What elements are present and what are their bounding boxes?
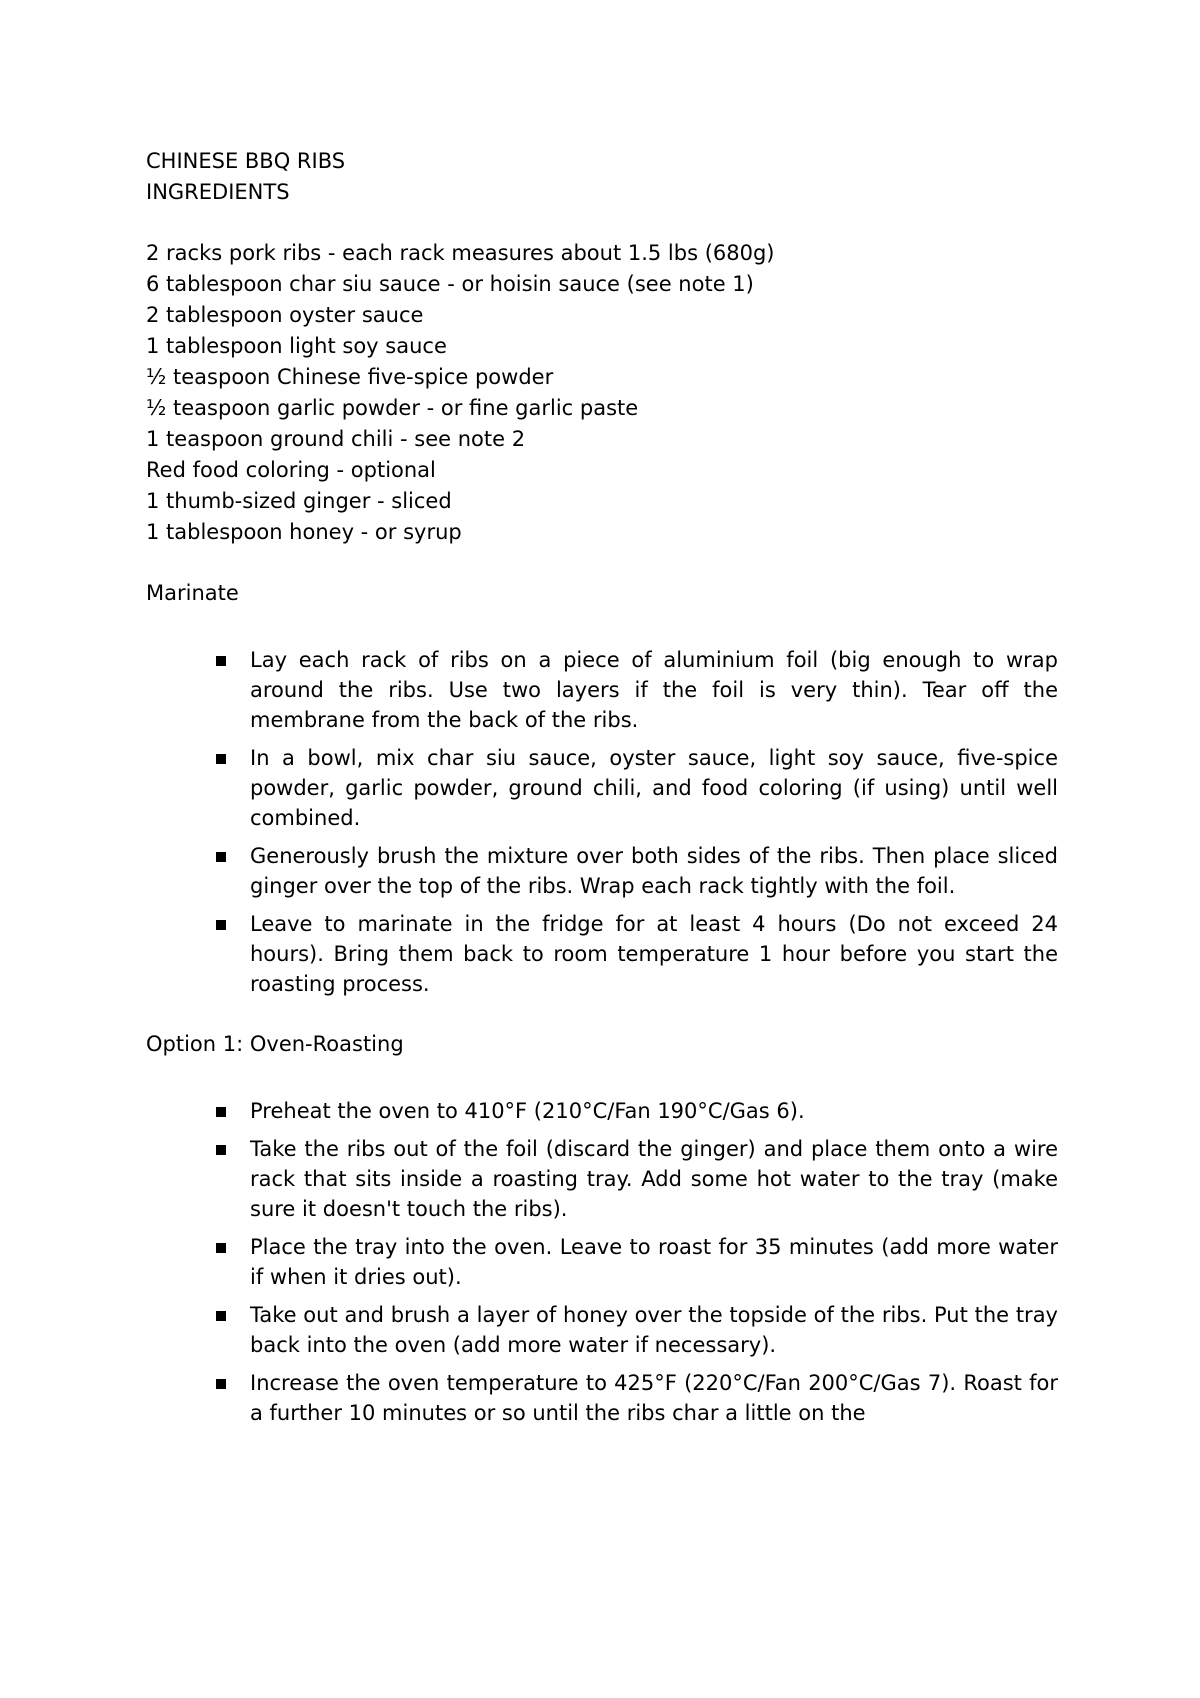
step-text: Generously brush the mixture over both sides of the ribs. Then place sliced ginger over the top of the ribs. Wrap each rack tightly with the foil. [250, 844, 1058, 898]
ingredient-item: ½ teaspoon Chinese five-spice powder [146, 365, 554, 389]
ingredient-item: Red food coloring - optional [146, 458, 436, 482]
marinate-step [146, 909, 1058, 999]
marinate-step [146, 645, 1058, 735]
step-text: Take the ribs out of the foil (discard the ginger) and place them onto a wire rack that sits inside a roasting tray. Add some hot water to the tray (make sure it doesn't touch the ribs). [250, 1137, 1058, 1221]
square-bullet-icon [216, 754, 226, 764]
ingredients-list [146, 238, 1058, 548]
oven-step [146, 1300, 1058, 1360]
step-text: Preheat the oven to 410°F (210°C/Fan 190°C/Gas 6). [250, 1099, 805, 1123]
oven-step [146, 1232, 1058, 1292]
ingredient-item: 1 teaspoon ground chili - see note 2 [146, 427, 526, 451]
step-text: Increase the oven temperature to 425°F (220°C/Fan 200°C/Gas 7). Roast for a further 10 minutes or so until the ribs char a little on the [250, 1371, 1058, 1425]
step-text: Take out and brush a layer of honey over the topside of the ribs. Put the tray back into the oven (add more water if necessary). [250, 1303, 1058, 1357]
oven-steps [146, 1096, 1058, 1428]
square-bullet-icon [216, 852, 226, 862]
oven-step [146, 1096, 1058, 1126]
square-bullet-icon [216, 1145, 226, 1155]
ingredient-item: 6 tablespoon char siu sauce - or hoisin sauce (see note 1) [146, 272, 754, 296]
step-text: Place the tray into the oven. Leave to roast for 35 minutes (add more water if when it dries out). [250, 1235, 1058, 1289]
oven-step [146, 1368, 1058, 1428]
step-text: In a bowl, mix char siu sauce, oyster sauce, light soy sauce, five-spice powder, garlic powder, ground chili, and food coloring (if using) until well combined. [250, 746, 1058, 830]
ingredient-item: 2 racks pork ribs - each rack measures about 1.5 lbs (680g) [146, 241, 775, 265]
square-bullet-icon [216, 920, 226, 930]
step-text: Leave to marinate in the fridge for at least 4 hours (Do not exceed 24 hours). Bring them back to room temperature 1 hour before you start the roasting process. [250, 912, 1058, 996]
ingredient-item: 1 tablespoon light soy sauce [146, 334, 447, 358]
marinate-step [146, 841, 1058, 901]
oven-step [146, 1134, 1058, 1224]
marinate-steps [146, 645, 1058, 999]
square-bullet-icon [216, 1243, 226, 1253]
ingredient-item: ½ teaspoon garlic powder - or fine garlic paste [146, 396, 639, 420]
marinate-heading: Marinate [146, 581, 239, 605]
oven-heading: Option 1: Oven-Roasting [146, 1032, 404, 1056]
recipe-title: CHINESE BBQ RIBS [146, 149, 346, 173]
ingredients-heading: INGREDIENTS [146, 180, 290, 204]
recipe-page [146, 146, 1058, 1436]
square-bullet-icon [216, 656, 226, 666]
marinate-step [146, 743, 1058, 833]
step-text: Lay each rack of ribs on a piece of aluminium foil (big enough to wrap around the ribs. Use two layers if the foil is very thin). Tear off the membrane from the back of the ribs. [250, 648, 1058, 732]
ingredient-item: 2 tablespoon oyster sauce [146, 303, 424, 327]
square-bullet-icon [216, 1379, 226, 1389]
ingredient-item: 1 thumb-sized ginger - sliced [146, 489, 452, 513]
square-bullet-icon [216, 1107, 226, 1117]
ingredient-item: 1 tablespoon honey - or syrup [146, 520, 462, 544]
square-bullet-icon [216, 1311, 226, 1321]
